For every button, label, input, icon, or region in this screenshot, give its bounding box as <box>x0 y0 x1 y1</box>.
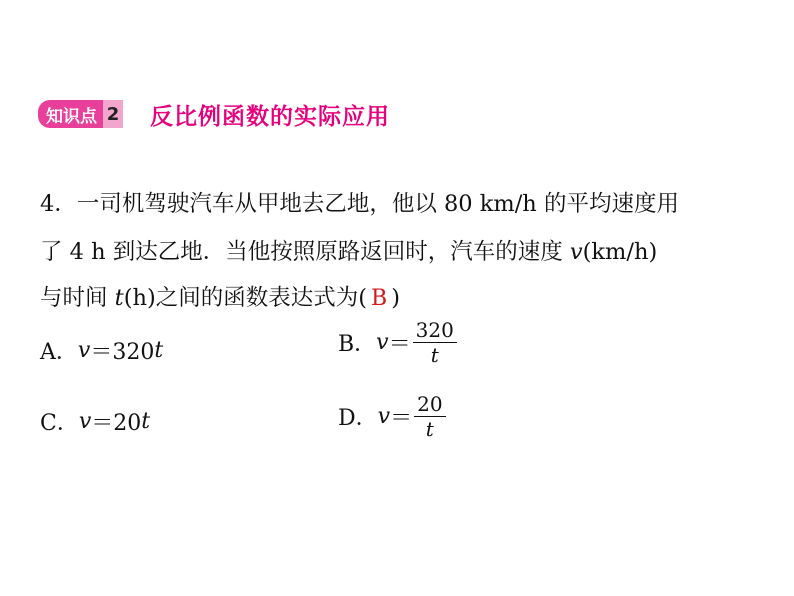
option-b <box>338 318 457 367</box>
option-d-var: v <box>377 404 391 429</box>
question-line-2-text: 了 4 h 到达乙地．当他按照原路返回时，汽车的速度 <box>40 239 570 265</box>
option-b-fraction <box>413 318 457 367</box>
var-v: v <box>569 239 583 265</box>
close-paren: ) <box>391 285 400 311</box>
option-b-var: v <box>376 330 389 355</box>
answer-mark: B <box>371 286 388 311</box>
option-d <box>338 392 446 441</box>
section-title: 反比例函数的实际应用 <box>150 104 390 130</box>
option-a-t: t <box>154 337 164 363</box>
option-a-prefix: A． <box>40 339 78 365</box>
option-d-numerator: 20 <box>414 392 445 417</box>
option-c-var: v <box>78 408 92 434</box>
question-line-3-text: 与时间 <box>40 285 115 311</box>
question-line-3 <box>40 280 400 312</box>
option-c-eq: ＝20 <box>91 410 142 436</box>
option-b-prefix: B． <box>338 332 377 357</box>
unit-kmh: (km/h) <box>582 239 658 265</box>
option-d-denominator: t <box>425 417 434 441</box>
option-c-t: t <box>141 408 151 434</box>
question-line-2 <box>40 234 657 266</box>
option-a-var: v <box>77 337 91 363</box>
option-a <box>40 336 163 364</box>
option-d-eq: ＝ <box>390 406 413 431</box>
knowledge-point-badge <box>38 100 123 128</box>
option-d-fraction <box>414 392 445 441</box>
option-b-denominator: t <box>430 343 439 367</box>
option-b-eq: ＝ <box>388 332 411 357</box>
option-b-numerator: 320 <box>413 318 457 343</box>
question-line-3-text-2: (h)之间的函数表达式为( <box>123 285 368 311</box>
option-c <box>40 407 150 435</box>
badge-number: 2 <box>103 100 123 128</box>
question-line-1: 4．一司机驾驶汽车从甲地去乙地，他以 80 km/h 的平均速度用 <box>40 191 679 217</box>
option-c-prefix: C． <box>40 410 79 436</box>
option-d-prefix: D． <box>338 406 378 431</box>
var-t: t <box>114 285 124 311</box>
badge-label: 知识点 <box>38 100 103 128</box>
option-a-eq: ＝320 <box>90 339 155 365</box>
